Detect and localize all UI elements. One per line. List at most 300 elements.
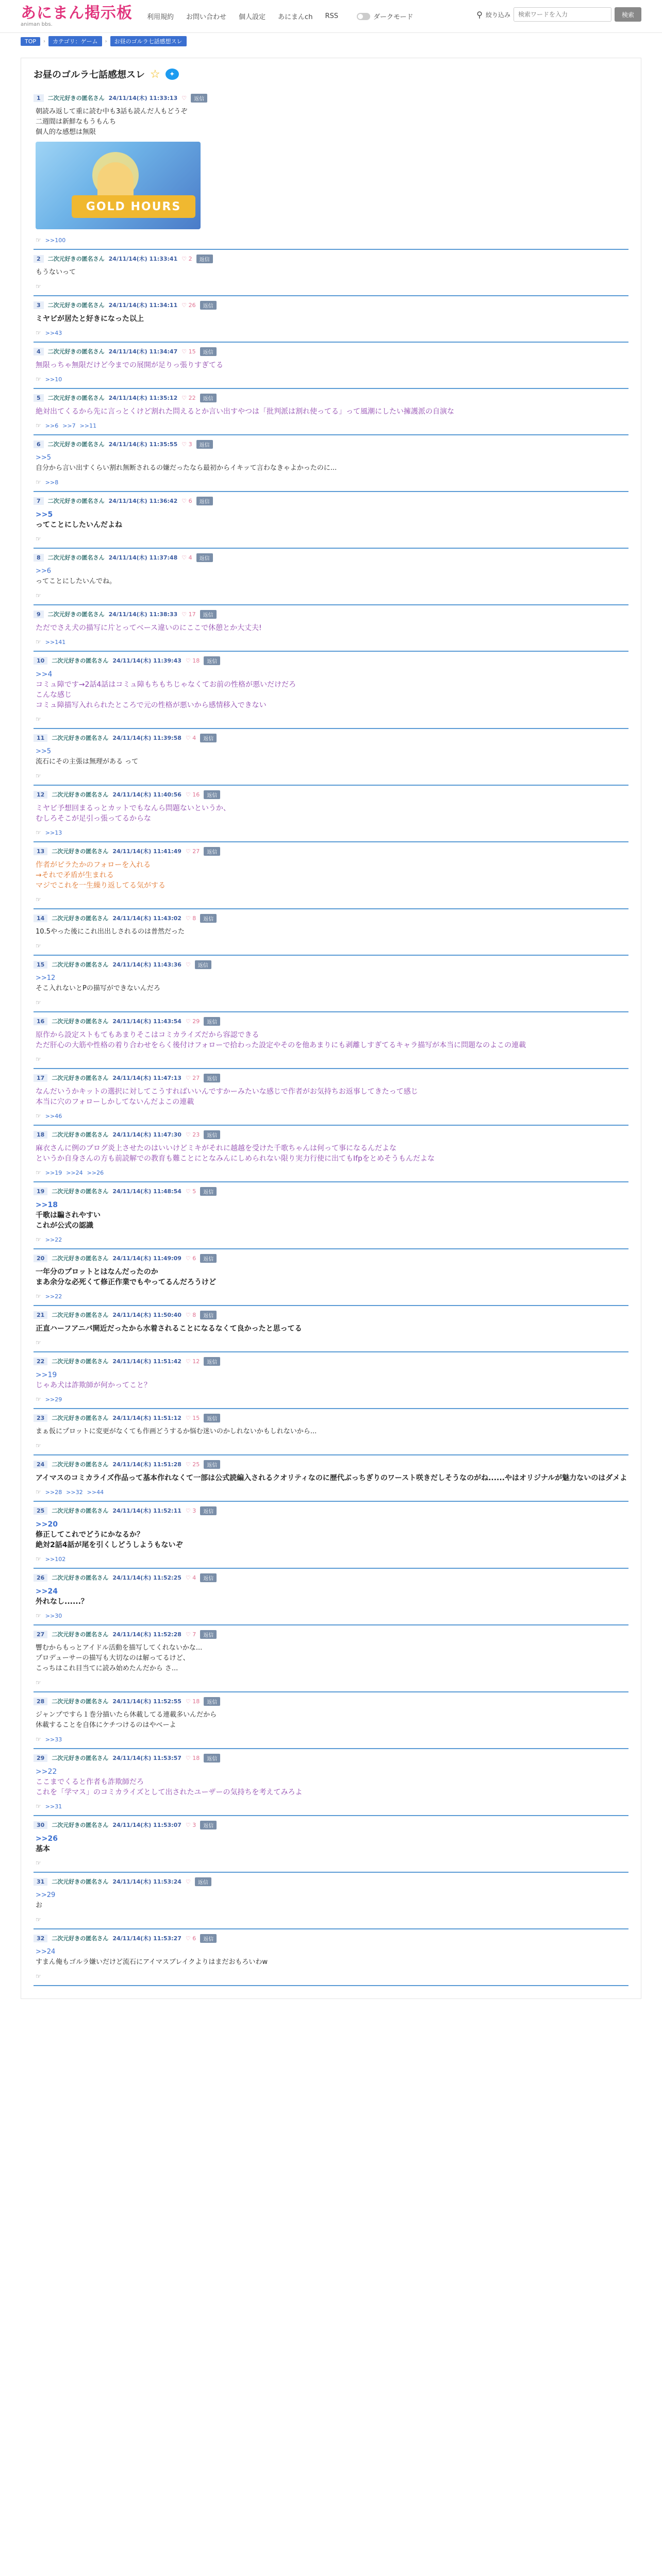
like-count-value: 3 [188, 440, 192, 448]
like-count[interactable] [186, 1415, 200, 1421]
backlink[interactable]: >>19 [45, 1169, 62, 1176]
like-count-value: 4 [188, 554, 192, 561]
reply-button[interactable]: 返信 [200, 1506, 217, 1515]
post-number[interactable]: 18 [34, 1131, 47, 1139]
backlink[interactable]: >>32 [66, 1488, 83, 1496]
post-text-line: ここまでくると作者も詐欺師だろ [36, 1778, 144, 1786]
poster-name: 二次元好きの匿名さん [52, 1698, 109, 1705]
reply-button[interactable]: 返信 [200, 914, 217, 923]
like-count[interactable] [181, 554, 192, 561]
post-number[interactable]: 10 [34, 657, 47, 665]
like-count[interactable] [186, 1698, 200, 1705]
post-header [34, 1505, 628, 1516]
toggle-switch[interactable] [357, 13, 370, 20]
post [34, 435, 628, 492]
heart-icon: ♡ [185, 848, 191, 855]
search-input[interactable] [514, 7, 611, 22]
like-count[interactable] [181, 95, 187, 101]
post-date: 24/11/14(木) 11:51:12 [112, 1415, 181, 1421]
reply-anchor-link[interactable]: >>22 [36, 1768, 57, 1776]
like-count[interactable] [186, 961, 191, 968]
like-count[interactable] [181, 611, 195, 618]
reply-button[interactable]: 返信 [196, 553, 213, 562]
post-text-line: お [36, 1902, 43, 1909]
dark-mode-label: ダークモード [373, 13, 413, 21]
like-count[interactable] [181, 395, 195, 401]
heart-icon: ♡ [181, 301, 187, 309]
backlink[interactable]: >>102 [45, 1555, 66, 1563]
post-body [34, 743, 628, 767]
post-date: 24/11/14(木) 11:49:09 [112, 1255, 181, 1262]
post-header [34, 1355, 628, 1367]
post-number[interactable]: 2 [34, 255, 44, 263]
post-number[interactable]: 14 [34, 914, 47, 922]
reference-hand-icon: ☞ [36, 376, 41, 383]
like-count[interactable] [186, 1255, 196, 1262]
nav-settings[interactable]: 個人設定 [239, 13, 266, 21]
post-text-line: マジでこれを一生繰り返してる気がする [36, 882, 166, 890]
poster-name: 二次元好きの匿名さん [52, 915, 109, 922]
post-number[interactable]: 15 [34, 961, 47, 969]
reply-anchor-link[interactable]: >>5 [36, 454, 52, 462]
reply-anchor-link[interactable]: >>4 [36, 670, 53, 679]
backlink[interactable]: >>44 [87, 1488, 104, 1496]
heart-icon: ♡ [185, 1821, 191, 1828]
reply-button[interactable]: 返信 [204, 656, 220, 665]
post-text-line: 響むからもっとアイドル活動を描写してくれないかな... [36, 1644, 203, 1652]
post [34, 1625, 628, 1692]
post-header [34, 438, 628, 450]
backlink[interactable]: >>141 [45, 638, 66, 646]
backlink[interactable]: >>6 [45, 422, 59, 429]
post-body [34, 506, 628, 530]
post-date: 24/11/14(木) 11:43:54 [112, 1018, 181, 1025]
post-text-line: すまん俺もゴルラ嫌いだけど流石にアイマスブレイクよりはまだおもろいわw [36, 1958, 268, 1966]
reply-button[interactable]: 返信 [204, 1460, 220, 1469]
post-date: 24/11/14(木) 11:52:55 [112, 1698, 181, 1705]
post-date: 24/11/14(木) 11:36:42 [108, 498, 178, 504]
like-count[interactable] [186, 1312, 196, 1318]
heart-icon: ♡ [181, 611, 187, 618]
post-text-line: 自分から言い出すくらい割れ無断されるの嫌だったなら最初からイキッて言わなきゃよかったのに... [36, 464, 337, 472]
nav-terms[interactable]: 利用規約 [147, 13, 174, 21]
post-body [34, 1423, 628, 1437]
post-footer [34, 324, 628, 336]
like-count-value: 6 [188, 497, 192, 504]
image-title: GOLD HOURS [72, 195, 195, 218]
post [34, 1126, 628, 1182]
like-count[interactable] [186, 735, 196, 741]
post-text-line: こんな感じ [36, 691, 72, 699]
like-count-value: 18 [192, 1754, 200, 1761]
post [34, 389, 628, 435]
post-header [34, 1015, 628, 1027]
reply-button[interactable]: 返信 [204, 1074, 220, 1082]
post-footer [34, 587, 628, 599]
post-header [34, 655, 628, 666]
post-number[interactable]: 32 [34, 1935, 47, 1942]
post-image[interactable] [36, 142, 201, 229]
backlink[interactable]: >>26 [87, 1169, 104, 1176]
backlink[interactable]: >>46 [45, 1112, 62, 1120]
reply-button[interactable]: 返信 [200, 1254, 217, 1263]
dark-mode-toggle[interactable] [357, 11, 413, 21]
post-body [34, 1831, 628, 1854]
backlink[interactable]: >>22 [45, 1293, 62, 1300]
backlink[interactable]: >>13 [45, 829, 62, 836]
post-text-line: こっちはこれ目当てに読み始めたんだから さ... [36, 1665, 178, 1672]
reply-anchor-link[interactable]: >>20 [36, 1520, 58, 1529]
like-count-value: 25 [192, 1461, 200, 1468]
post-header [34, 1072, 628, 1083]
backlink[interactable]: >>30 [45, 1612, 62, 1619]
poster-name: 二次元好きの匿名さん [47, 302, 105, 309]
reference-hand-icon: ☞ [36, 1973, 41, 1980]
post-number[interactable]: 3 [34, 301, 44, 309]
top-nav [147, 11, 413, 21]
like-count-value: 4 [192, 734, 196, 741]
post-text-line: まぁ仮にプロットに変更がなくても作画どうするか悩む迷いのかしれないかもしれないから... [36, 1428, 317, 1435]
site-header [0, 0, 662, 33]
thread-title: お昼のゴルラ七話感想スレ [34, 70, 145, 80]
like-count[interactable] [181, 441, 192, 448]
backlink[interactable]: >>7 [62, 422, 76, 429]
post-footer [34, 1550, 628, 1563]
post-date: 24/11/14(木) 11:39:58 [112, 735, 181, 741]
reply-button[interactable]: 返信 [204, 847, 220, 856]
poster-name: 二次元好きの匿名さん [47, 554, 105, 561]
post-number[interactable]: 20 [34, 1255, 47, 1262]
post-number[interactable]: 30 [34, 1821, 47, 1829]
post-number[interactable]: 25 [34, 1507, 47, 1515]
post [34, 1409, 628, 1455]
post-number[interactable]: 16 [34, 1018, 47, 1025]
post-date: 24/11/14(木) 11:35:12 [108, 395, 178, 401]
reply-button[interactable]: 返信 [200, 734, 217, 742]
post-date: 24/11/14(木) 11:47:13 [112, 1075, 181, 1081]
post-date: 24/11/14(木) 11:35:55 [108, 441, 178, 448]
like-count-value: 17 [188, 611, 196, 618]
post-date: 24/11/14(木) 11:34:11 [108, 302, 178, 309]
reply-button[interactable]: 返信 [200, 301, 217, 310]
search-filter-label[interactable]: 絞り込み [485, 11, 510, 19]
post-number[interactable]: 1 [34, 94, 44, 102]
reply-button[interactable]: 返信 [204, 1414, 220, 1422]
heart-icon: ♡ [185, 1754, 191, 1761]
post-footer [34, 1731, 628, 1743]
reply-anchor-link[interactable]: >>5 [36, 511, 53, 519]
post-text-line: →それで矛盾が生まれる [36, 871, 114, 879]
post-date: 24/11/14(木) 11:43:02 [112, 915, 181, 922]
like-count[interactable] [186, 1131, 200, 1138]
post [34, 1352, 628, 1409]
reply-button[interactable]: 返信 [200, 1630, 217, 1639]
post-header [34, 789, 628, 800]
post-text-line: 正直ハーフアニバ開近だったから水着されることになるなくて良かったと思ってる [36, 1325, 302, 1333]
post-number[interactable]: 21 [34, 1311, 47, 1319]
reply-button[interactable]: 返信 [200, 1934, 217, 1943]
post-date: 24/11/14(木) 11:38:33 [108, 611, 178, 618]
post-header [34, 1185, 628, 1197]
like-count[interactable] [186, 1507, 196, 1514]
post-text-line: 10.5やった後にこれ出出しされるのは普然だった [36, 928, 185, 936]
reply-button[interactable]: 返信 [200, 394, 217, 402]
reference-hand-icon: ☞ [36, 1612, 41, 1619]
reply-anchor-link[interactable]: >>26 [36, 1835, 58, 1843]
backlink[interactable]: >>10 [45, 376, 62, 383]
reply-button[interactable]: 返信 [204, 1017, 220, 1026]
reply-button[interactable]: 返信 [200, 610, 217, 619]
post-number[interactable]: 28 [34, 1698, 47, 1705]
poster-name: 二次元好きの匿名さん [47, 256, 105, 262]
post-header [34, 1819, 628, 1831]
like-count[interactable] [186, 915, 196, 922]
post-text-line: 作者がピラたかのフォローを入れる [36, 861, 151, 869]
poster-name: 二次元好きの匿名さん [52, 1461, 109, 1468]
post-number[interactable]: 4 [34, 348, 44, 355]
nav-animanch[interactable]: あにまんch [278, 13, 313, 21]
post-body [34, 563, 628, 587]
reply-button[interactable]: 返信 [204, 1754, 220, 1762]
post-text-line: 一年分のプロットとはなんだったのか [36, 1268, 158, 1276]
heart-icon: ♡ [185, 914, 191, 922]
post [34, 343, 628, 389]
reply-anchor-link[interactable]: >>24 [36, 1587, 58, 1596]
reply-button[interactable]: 返信 [204, 1130, 220, 1139]
heart-icon: ♡ [185, 1074, 191, 1081]
reply-button[interactable]: 返信 [200, 347, 217, 356]
post-footer [34, 633, 628, 646]
reply-anchor-link[interactable]: >>6 [36, 567, 52, 575]
post-date: 24/11/14(木) 11:43:36 [112, 961, 181, 968]
backlink[interactable]: >>8 [45, 479, 59, 486]
post [34, 1692, 628, 1749]
reference-hand-icon: ☞ [36, 422, 41, 429]
reply-button[interactable]: 返信 [200, 1311, 217, 1319]
post [34, 842, 628, 909]
reply-button[interactable]: 返信 [204, 1697, 220, 1706]
reference-hand-icon: ☞ [36, 1736, 41, 1743]
backlink[interactable]: >>29 [45, 1396, 62, 1403]
post-number[interactable]: 27 [34, 1631, 47, 1638]
heart-icon: ♡ [185, 791, 191, 798]
post-footer [34, 1483, 628, 1496]
post-number[interactable]: 11 [34, 734, 47, 742]
poster-name: 二次元好きの匿名さん [52, 1755, 109, 1761]
reply-anchor-link[interactable]: >>19 [36, 1371, 57, 1379]
like-count[interactable] [186, 1935, 196, 1942]
reply-anchor-link[interactable]: >>12 [36, 974, 56, 982]
post-footer [34, 891, 628, 903]
like-count[interactable] [186, 1461, 200, 1468]
heart-icon: ♡ [185, 1311, 191, 1318]
reply-button[interactable]: 返信 [195, 1877, 211, 1886]
site-logo[interactable] [21, 5, 133, 27]
reply-anchor-link[interactable]: >>24 [36, 1948, 56, 1956]
post-body [34, 450, 628, 473]
favorite-star-icon[interactable]: ☆ [150, 67, 160, 81]
poster-name: 二次元好きの匿名さん [52, 657, 109, 664]
post-text-line: まあ余分な必死くて修正作業でもやってるんだろうけど [36, 1278, 216, 1286]
post-date: 24/11/14(木) 11:51:42 [112, 1358, 181, 1365]
post-number[interactable]: 5 [34, 394, 44, 402]
post-number[interactable]: 19 [34, 1188, 47, 1195]
post-number[interactable]: 7 [34, 497, 44, 505]
like-count[interactable] [186, 1822, 196, 1828]
like-count[interactable] [181, 302, 195, 309]
post-header [34, 346, 628, 357]
heart-icon: ♡ [185, 1131, 191, 1138]
backlink[interactable]: >>31 [45, 1803, 62, 1810]
post-text-line: 外れなし......？ [36, 1598, 88, 1606]
post-number[interactable]: 22 [34, 1358, 47, 1365]
like-count[interactable] [186, 1018, 200, 1025]
post-header [34, 1309, 628, 1320]
like-count[interactable] [186, 1574, 196, 1581]
backlink[interactable]: >>24 [66, 1169, 83, 1176]
post-header [34, 1412, 628, 1423]
backlink[interactable]: >>43 [45, 329, 62, 336]
like-count[interactable] [181, 348, 195, 355]
post-footer [34, 1334, 628, 1346]
like-count[interactable] [186, 1755, 200, 1761]
like-count[interactable] [186, 1188, 196, 1195]
post-number[interactable]: 26 [34, 1574, 47, 1582]
poster-name: 二次元好きの匿名さん [52, 1131, 109, 1138]
post-text-line: コミュ障です→2話4話はコミュ障もちもちじゃなくてお前の性格が悪いだけだろ [36, 681, 296, 689]
post [34, 786, 628, 842]
post-footer [34, 1911, 628, 1923]
like-count[interactable] [186, 657, 200, 664]
reply-button[interactable]: 返信 [200, 1821, 217, 1829]
poster-name: 二次元好きの匿名さん [52, 1358, 109, 1365]
post-header [34, 92, 628, 104]
post-number[interactable]: 23 [34, 1414, 47, 1422]
heart-icon: ♡ [181, 94, 187, 101]
reply-button[interactable]: 返信 [191, 94, 207, 103]
post-date: 24/11/14(木) 11:40:56 [112, 791, 181, 798]
backlink[interactable]: >>28 [45, 1488, 62, 1496]
reply-anchor-link[interactable]: >>18 [36, 1201, 58, 1209]
post-number[interactable]: 17 [34, 1074, 47, 1082]
post-header [34, 1129, 628, 1140]
backlink[interactable]: >>33 [45, 1736, 62, 1743]
breadcrumb-top[interactable]: TOP [21, 37, 40, 46]
reply-button[interactable]: 返信 [196, 440, 213, 449]
post-body [34, 1197, 628, 1231]
post-footer [34, 530, 628, 543]
post-date: 24/11/14(木) 11:33:13 [108, 95, 178, 101]
breadcrumb-category[interactable]: カテゴリ：ゲーム [48, 36, 102, 46]
like-count[interactable] [181, 498, 192, 504]
search-button[interactable]: 検索 [615, 7, 641, 22]
like-count-value: 29 [192, 1018, 200, 1025]
post-body [34, 1083, 628, 1107]
post-text-line: 基本 [36, 1845, 50, 1853]
post-date: 24/11/14(木) 11:34:47 [108, 348, 178, 355]
poster-name: 二次元好きの匿名さん [52, 1631, 109, 1638]
reply-button[interactable]: 返信 [196, 497, 213, 505]
reference-hand-icon: ☞ [36, 999, 41, 1006]
post-footer [34, 278, 628, 290]
poster-name: 二次元好きの匿名さん [52, 1878, 109, 1885]
post-text-line: ってことにしたいんでね。 [36, 578, 117, 585]
post-header [34, 1933, 628, 1944]
like-count[interactable] [186, 791, 200, 798]
reference-hand-icon: ☞ [36, 1112, 41, 1120]
post-date: 24/11/14(木) 11:39:43 [112, 657, 181, 664]
twitter-share-icon[interactable]: ✦ [166, 69, 179, 80]
post-number[interactable]: 9 [34, 611, 44, 618]
heart-icon: ♡ [185, 1414, 191, 1421]
post-text-line: 流石にその主張は無理がある って [36, 758, 139, 766]
post-footer [34, 1391, 628, 1403]
post-number[interactable]: 31 [34, 1878, 47, 1886]
reply-button[interactable]: 返信 [195, 960, 211, 969]
backlink[interactable]: >>11 [79, 422, 97, 429]
reply-anchor-link[interactable]: >>5 [36, 748, 52, 755]
reply-button[interactable]: 返信 [200, 1187, 217, 1196]
breadcrumb-thread[interactable]: お昼のゴルラ七話感想スレ [110, 36, 187, 46]
post [34, 492, 628, 549]
like-count[interactable] [186, 1358, 200, 1365]
backlink[interactable]: >>100 [45, 236, 66, 244]
post-number[interactable]: 24 [34, 1461, 47, 1468]
post-text-line: ってことにしたいんだよね [36, 521, 122, 529]
like-count[interactable] [186, 1075, 200, 1081]
post-number[interactable]: 12 [34, 791, 47, 799]
post-header [34, 608, 628, 620]
heart-icon: ♡ [185, 734, 191, 741]
post-number[interactable]: 29 [34, 1754, 47, 1762]
post-body [34, 1320, 628, 1334]
reference-hand-icon: ☞ [36, 1442, 41, 1449]
post-body [34, 1367, 628, 1391]
nav-rss[interactable]: RSS [325, 12, 338, 20]
post-body [34, 1887, 628, 1911]
backlink[interactable]: >>22 [45, 1236, 62, 1243]
reference-hand-icon: ☞ [36, 1236, 41, 1243]
like-count-value: 4 [192, 1574, 196, 1581]
poster-name: 二次元好きの匿名さん [47, 348, 105, 355]
reply-anchor-link[interactable]: >>29 [36, 1891, 56, 1899]
post [34, 1455, 628, 1502]
like-count[interactable] [186, 848, 200, 855]
reply-button[interactable]: 返信 [204, 1357, 220, 1366]
like-count[interactable] [186, 1631, 196, 1638]
like-count-value: 6 [192, 1935, 196, 1942]
nav-contact[interactable]: お問い合わせ [186, 13, 227, 21]
post-number[interactable]: 6 [34, 440, 44, 448]
reference-hand-icon: ☞ [36, 829, 41, 836]
post-header [34, 959, 628, 970]
like-count[interactable] [181, 256, 192, 262]
post-number[interactable]: 8 [34, 554, 44, 562]
heart-icon: ♡ [185, 1507, 191, 1514]
post-footer [34, 937, 628, 950]
post-date: 24/11/14(木) 11:51:28 [112, 1461, 181, 1468]
reply-button[interactable]: 返信 [200, 1573, 217, 1582]
reply-button[interactable]: 返信 [204, 790, 220, 799]
post-header [34, 299, 628, 311]
post [34, 956, 628, 1012]
reply-button[interactable]: 返信 [196, 255, 213, 263]
like-count[interactable] [186, 1878, 191, 1885]
post-number[interactable]: 13 [34, 848, 47, 855]
post-header [34, 1572, 628, 1583]
heart-icon: ♡ [185, 1935, 191, 1942]
heart-icon: ♡ [185, 1461, 191, 1468]
